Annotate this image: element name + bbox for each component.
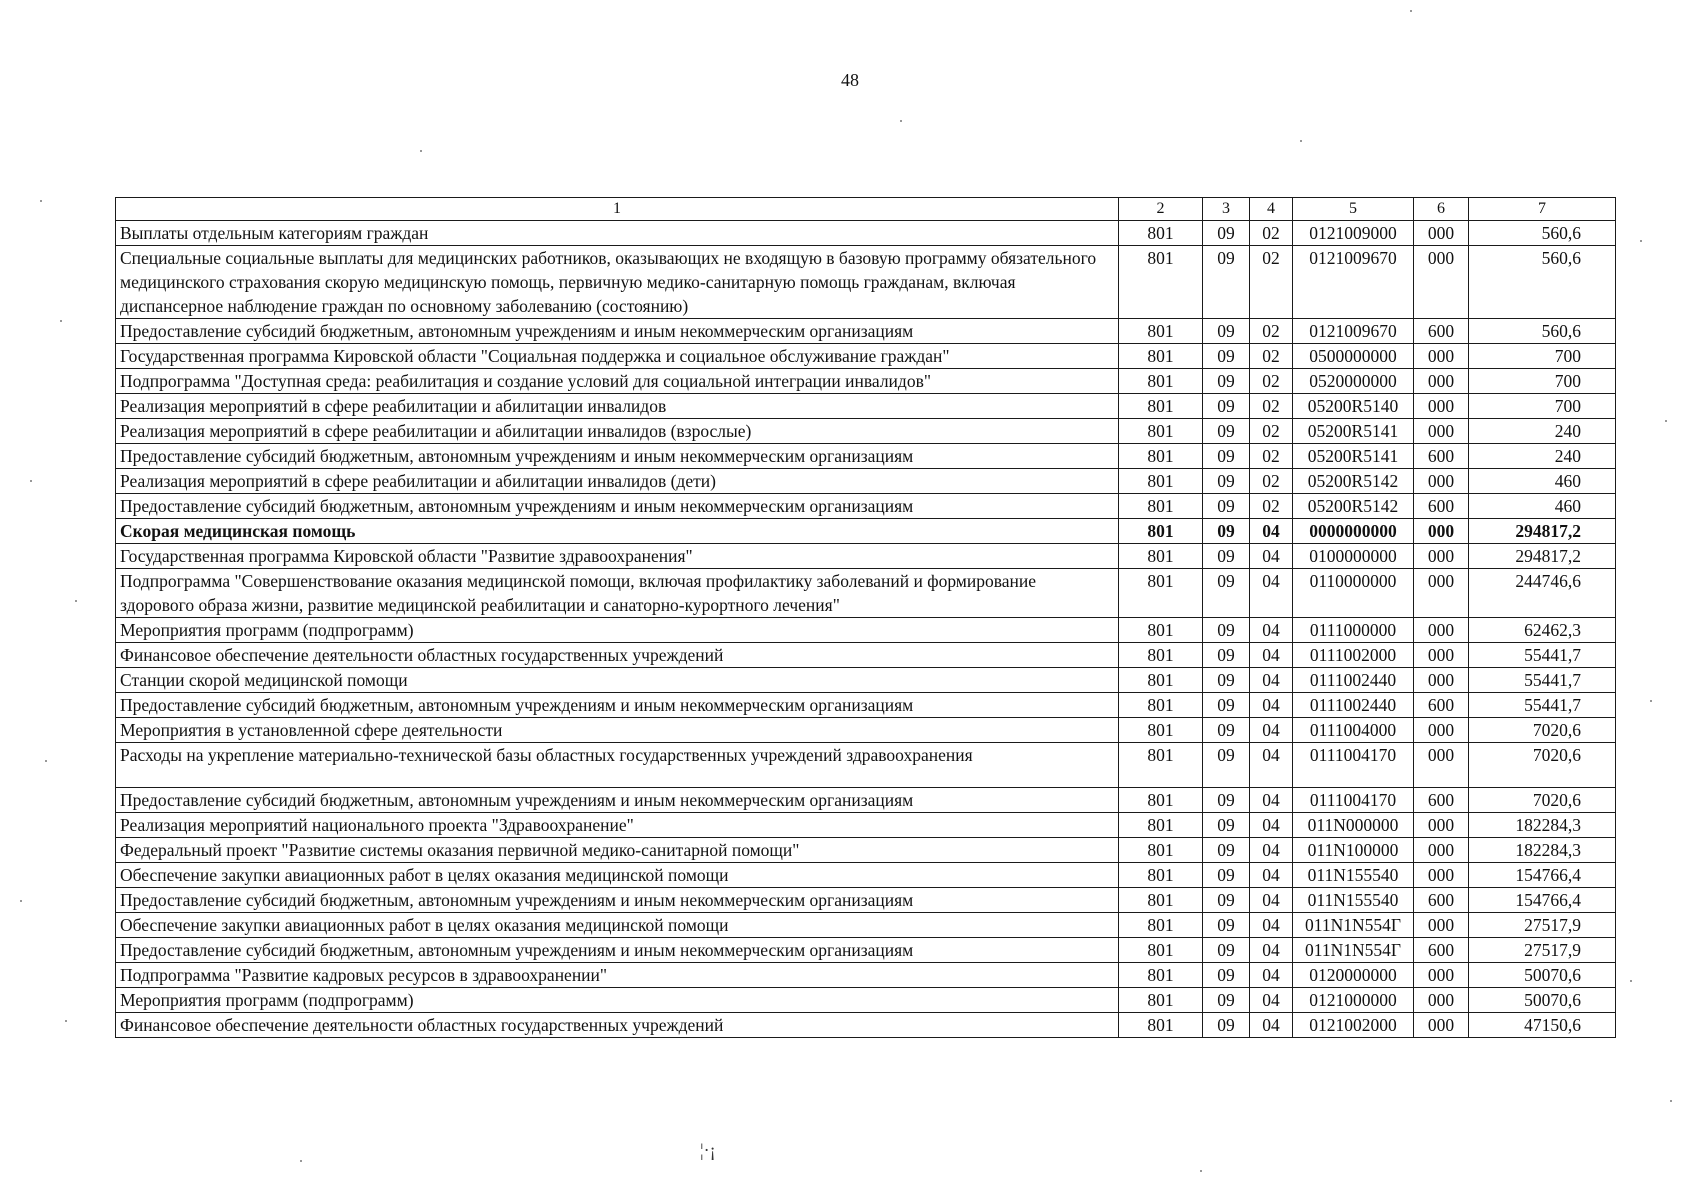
row-section-cell: 09 (1203, 494, 1250, 519)
row-code-cell: 801 (1119, 444, 1203, 469)
table-row (116, 963, 1616, 988)
row-code-cell: 801 (1119, 1013, 1203, 1038)
row-amount-cell: 700 (1469, 394, 1616, 419)
row-code-cell: 801 (1119, 246, 1203, 319)
table-row (116, 888, 1616, 913)
scan-speck (60, 320, 62, 322)
table-row (116, 469, 1616, 494)
row-subsection-cell: 04 (1250, 1013, 1293, 1038)
scan-speck (65, 1020, 67, 1022)
table-row (116, 743, 1616, 788)
row-section-cell: 09 (1203, 718, 1250, 743)
row-section-cell: 09 (1203, 1013, 1250, 1038)
row-name-cell: Скорая медицинская помощь (116, 519, 1119, 544)
row-code-cell: 801 (1119, 813, 1203, 838)
row-code-cell: 801 (1119, 319, 1203, 344)
scan-speck (1300, 140, 1302, 142)
scan-speck (30, 480, 32, 482)
row-section-cell: 09 (1203, 419, 1250, 444)
header-cell: 7 (1469, 198, 1616, 221)
row-expense-type-cell: 600 (1414, 938, 1469, 963)
table-row (116, 863, 1616, 888)
row-name-cell: Предоставление субсидий бюджетным, автономным учреждениям и иным некоммерческим организациям (116, 494, 1119, 519)
row-target-cell: 05200R5141 (1293, 419, 1414, 444)
row-amount-cell: 55441,7 (1469, 643, 1616, 668)
table-row (116, 618, 1616, 643)
row-section-cell: 09 (1203, 938, 1250, 963)
row-code-cell: 801 (1119, 469, 1203, 494)
table-row (116, 544, 1616, 569)
header-row (116, 198, 1616, 221)
row-expense-type-cell: 000 (1414, 569, 1469, 618)
row-section-cell: 09 (1203, 469, 1250, 494)
row-target-cell: 0000000000 (1293, 519, 1414, 544)
table-row (116, 369, 1616, 394)
row-amount-cell: 50070,6 (1469, 963, 1616, 988)
row-amount-cell: 62462,3 (1469, 618, 1616, 643)
row-section-cell: 09 (1203, 668, 1250, 693)
row-subsection-cell: 04 (1250, 643, 1293, 668)
row-amount-cell: 154766,4 (1469, 863, 1616, 888)
row-name-cell: Предоставление субсидий бюджетным, автономным учреждениям и иным некоммерческим организациям (116, 693, 1119, 718)
table-row (116, 643, 1616, 668)
row-subsection-cell: 02 (1250, 494, 1293, 519)
row-name-cell: Подпрограмма "Доступная среда: реабилитация и создание условий для социальной интеграции инвалидов" (116, 369, 1119, 394)
row-name-cell: Предоставление субсидий бюджетным, автономным учреждениям и иным некоммерческим организациям (116, 938, 1119, 963)
row-code-cell: 801 (1119, 718, 1203, 743)
row-section-cell: 09 (1203, 693, 1250, 718)
row-name-cell: Предоставление субсидий бюджетным, автономным учреждениям и иным некоммерческим организациям (116, 319, 1119, 344)
row-amount-cell: 700 (1469, 369, 1616, 394)
table-row (116, 394, 1616, 419)
row-amount-cell: 55441,7 (1469, 668, 1616, 693)
row-target-cell: 0121009670 (1293, 246, 1414, 319)
row-subsection-cell: 04 (1250, 963, 1293, 988)
row-name-cell: Расходы на укрепление материально-технической базы областных государственных учреждений здравоохранения (116, 743, 1119, 788)
row-target-cell: 05200R5141 (1293, 444, 1414, 469)
row-target-cell: 011N155540 (1293, 888, 1414, 913)
row-target-cell: 05200R5140 (1293, 394, 1414, 419)
row-name-cell: Реализация мероприятий в сфере реабилитации и абилитации инвалидов (116, 394, 1119, 419)
scan-speck (1670, 1100, 1672, 1102)
row-subsection-cell: 04 (1250, 569, 1293, 618)
row-name-cell: Специальные социальные выплаты для медицинских работников, оказывающих не входящую в базовую программу обязательного медицинского страхования скорую медицинскую помощь, первичную медико-санитарную помощь гражданам, включая диспансерное наблюдение граждан по основному заболеванию (состоянию) (116, 246, 1119, 319)
row-subsection-cell: 02 (1250, 319, 1293, 344)
row-target-cell: 0111004170 (1293, 743, 1414, 788)
row-code-cell: 801 (1119, 888, 1203, 913)
row-amount-cell: 7020,6 (1469, 718, 1616, 743)
row-code-cell: 801 (1119, 988, 1203, 1013)
table-row (116, 221, 1616, 246)
row-subsection-cell: 04 (1250, 988, 1293, 1013)
row-name-cell: Мероприятия программ (подпрограмм) (116, 618, 1119, 643)
row-code-cell: 801 (1119, 913, 1203, 938)
scan-speck (1410, 10, 1412, 12)
scan-speck (1665, 420, 1667, 422)
table-row (116, 718, 1616, 743)
row-target-cell: 0111000000 (1293, 618, 1414, 643)
row-subsection-cell: 04 (1250, 718, 1293, 743)
row-section-cell: 09 (1203, 643, 1250, 668)
row-name-cell: Государственная программа Кировской области "Социальная поддержка и социальное обслуживание граждан" (116, 344, 1119, 369)
row-amount-cell: 294817,2 (1469, 544, 1616, 569)
header-cell: 5 (1293, 198, 1414, 221)
row-name-cell: Финансовое обеспечение деятельности областных государственных учреждений (116, 1013, 1119, 1038)
row-subsection-cell: 04 (1250, 813, 1293, 838)
row-target-cell: 0121009670 (1293, 319, 1414, 344)
table-body (116, 198, 1616, 1038)
row-target-cell: 0100000000 (1293, 544, 1414, 569)
row-subsection-cell: 04 (1250, 668, 1293, 693)
row-target-cell: 011N000000 (1293, 813, 1414, 838)
row-target-cell: 05200R5142 (1293, 494, 1414, 519)
row-section-cell: 09 (1203, 743, 1250, 788)
row-target-cell: 0111002440 (1293, 693, 1414, 718)
scan-speck (900, 120, 902, 122)
row-amount-cell: 50070,6 (1469, 988, 1616, 1013)
row-code-cell: 801 (1119, 221, 1203, 246)
row-code-cell: 801 (1119, 519, 1203, 544)
row-name-cell: Мероприятия в установленной сфере деятельности (116, 718, 1119, 743)
row-section-cell: 09 (1203, 319, 1250, 344)
row-code-cell: 801 (1119, 788, 1203, 813)
row-section-cell: 09 (1203, 544, 1250, 569)
row-name-cell: Федеральный проект "Развитие системы оказания первичной медико-санитарной помощи" (116, 838, 1119, 863)
table-row (116, 668, 1616, 693)
row-section-cell: 09 (1203, 813, 1250, 838)
row-amount-cell: 182284,3 (1469, 838, 1616, 863)
row-section-cell: 09 (1203, 888, 1250, 913)
row-subsection-cell: 02 (1250, 419, 1293, 444)
row-section-cell: 09 (1203, 246, 1250, 319)
row-expense-type-cell: 600 (1414, 788, 1469, 813)
row-amount-cell: 244746,6 (1469, 569, 1616, 618)
row-section-cell: 09 (1203, 988, 1250, 1013)
table-row (116, 419, 1616, 444)
row-target-cell: 0121000000 (1293, 988, 1414, 1013)
row-expense-type-cell: 000 (1414, 618, 1469, 643)
row-subsection-cell: 04 (1250, 519, 1293, 544)
row-amount-cell: 294817,2 (1469, 519, 1616, 544)
row-amount-cell: 182284,3 (1469, 813, 1616, 838)
row-target-cell: 0520000000 (1293, 369, 1414, 394)
row-expense-type-cell: 000 (1414, 988, 1469, 1013)
row-subsection-cell: 04 (1250, 743, 1293, 788)
table-row (116, 444, 1616, 469)
row-subsection-cell: 04 (1250, 618, 1293, 643)
row-section-cell: 09 (1203, 788, 1250, 813)
row-section-cell: 09 (1203, 444, 1250, 469)
table-row (116, 246, 1616, 319)
row-code-cell: 801 (1119, 369, 1203, 394)
row-section-cell: 09 (1203, 963, 1250, 988)
row-amount-cell: 460 (1469, 469, 1616, 494)
row-target-cell: 011N1N554Г (1293, 938, 1414, 963)
row-name-cell: Государственная программа Кировской области "Развитие здравоохранения" (116, 544, 1119, 569)
budget-table (115, 197, 1616, 1038)
row-expense-type-cell: 000 (1414, 838, 1469, 863)
row-target-cell: 011N1N554Г (1293, 913, 1414, 938)
row-subsection-cell: 02 (1250, 344, 1293, 369)
row-expense-type-cell: 000 (1414, 394, 1469, 419)
row-amount-cell: 7020,6 (1469, 743, 1616, 788)
row-target-cell: 0111002000 (1293, 643, 1414, 668)
scan-speck (1200, 1170, 1202, 1172)
table-row (116, 519, 1616, 544)
row-subsection-cell: 02 (1250, 394, 1293, 419)
table-row (116, 693, 1616, 718)
table-row (116, 494, 1616, 519)
row-expense-type-cell: 000 (1414, 419, 1469, 444)
scan-speck (300, 1160, 302, 1162)
header-cell: 2 (1119, 198, 1203, 221)
row-section-cell: 09 (1203, 913, 1250, 938)
row-section-cell: 09 (1203, 394, 1250, 419)
row-subsection-cell: 04 (1250, 863, 1293, 888)
row-expense-type-cell: 000 (1414, 643, 1469, 668)
header-cell: 1 (116, 198, 1119, 221)
table-row (116, 319, 1616, 344)
table-row (116, 913, 1616, 938)
scan-speck (1640, 240, 1642, 242)
scan-speck (75, 600, 77, 602)
row-name-cell: Мероприятия программ (подпрограмм) (116, 988, 1119, 1013)
row-subsection-cell: 02 (1250, 369, 1293, 394)
row-code-cell: 801 (1119, 693, 1203, 718)
scan-speck (45, 760, 47, 762)
row-expense-type-cell: 000 (1414, 718, 1469, 743)
row-subsection-cell: 04 (1250, 788, 1293, 813)
row-target-cell: 0111004170 (1293, 788, 1414, 813)
row-subsection-cell: 02 (1250, 246, 1293, 319)
row-amount-cell: 154766,4 (1469, 888, 1616, 913)
row-code-cell: 801 (1119, 618, 1203, 643)
row-section-cell: 09 (1203, 863, 1250, 888)
row-amount-cell: 460 (1469, 494, 1616, 519)
row-target-cell: 0110000000 (1293, 569, 1414, 618)
row-subsection-cell: 04 (1250, 938, 1293, 963)
row-code-cell: 801 (1119, 394, 1203, 419)
row-code-cell: 801 (1119, 544, 1203, 569)
row-expense-type-cell: 600 (1414, 444, 1469, 469)
row-code-cell: 801 (1119, 963, 1203, 988)
row-target-cell: 0111002440 (1293, 668, 1414, 693)
scan-speck (420, 150, 422, 152)
row-code-cell: 801 (1119, 938, 1203, 963)
row-expense-type-cell: 000 (1414, 344, 1469, 369)
row-code-cell: 801 (1119, 643, 1203, 668)
row-code-cell: 801 (1119, 668, 1203, 693)
row-target-cell: 011N100000 (1293, 838, 1414, 863)
row-target-cell: 0121009000 (1293, 221, 1414, 246)
scan-speck (1650, 700, 1652, 702)
row-name-cell: Обеспечение закупки авиационных работ в целях оказания медицинской помощи (116, 863, 1119, 888)
row-subsection-cell: 04 (1250, 838, 1293, 863)
row-name-cell: Подпрограмма "Развитие кадровых ресурсов в здравоохранении" (116, 963, 1119, 988)
row-code-cell: 801 (1119, 863, 1203, 888)
row-expense-type-cell: 000 (1414, 913, 1469, 938)
row-section-cell: 09 (1203, 369, 1250, 394)
row-section-cell: 09 (1203, 569, 1250, 618)
row-subsection-cell: 04 (1250, 693, 1293, 718)
row-section-cell: 09 (1203, 221, 1250, 246)
scan-speck (40, 200, 42, 202)
row-code-cell: 801 (1119, 419, 1203, 444)
row-name-cell: Станции скорой медицинской помощи (116, 668, 1119, 693)
row-amount-cell: 55441,7 (1469, 693, 1616, 718)
row-subsection-cell: 02 (1250, 444, 1293, 469)
row-section-cell: 09 (1203, 618, 1250, 643)
row-amount-cell: 7020,6 (1469, 788, 1616, 813)
row-subsection-cell: 02 (1250, 469, 1293, 494)
scan-speck (20, 900, 22, 902)
row-subsection-cell: 04 (1250, 888, 1293, 913)
row-amount-cell: 560,6 (1469, 319, 1616, 344)
table-row (116, 569, 1616, 618)
table-row (116, 344, 1616, 369)
row-code-cell: 801 (1119, 344, 1203, 369)
row-name-cell: Реализация мероприятий национального проекта "Здравоохранение" (116, 813, 1119, 838)
scan-speck (1630, 980, 1632, 982)
footer-scan-mark: ¦·¡ (700, 1140, 716, 1160)
row-amount-cell: 240 (1469, 419, 1616, 444)
row-amount-cell: 27517,9 (1469, 913, 1616, 938)
row-expense-type-cell: 000 (1414, 369, 1469, 394)
row-target-cell: 0121002000 (1293, 1013, 1414, 1038)
row-name-cell: Обеспечение закупки авиационных работ в целях оказания медицинской помощи (116, 913, 1119, 938)
row-target-cell: 011N155540 (1293, 863, 1414, 888)
row-expense-type-cell: 600 (1414, 494, 1469, 519)
row-target-cell: 05200R5142 (1293, 469, 1414, 494)
row-subsection-cell: 02 (1250, 221, 1293, 246)
row-expense-type-cell: 000 (1414, 544, 1469, 569)
row-name-cell: Предоставление субсидий бюджетным, автономным учреждениям и иным некоммерческим организациям (116, 788, 1119, 813)
page-number: 48 (841, 70, 859, 90)
row-code-cell: 801 (1119, 743, 1203, 788)
table-row (116, 838, 1616, 863)
row-expense-type-cell: 000 (1414, 668, 1469, 693)
row-amount-cell: 700 (1469, 344, 1616, 369)
row-expense-type-cell: 000 (1414, 813, 1469, 838)
header-cell: 4 (1250, 198, 1293, 221)
row-expense-type-cell: 600 (1414, 693, 1469, 718)
row-amount-cell: 240 (1469, 444, 1616, 469)
row-expense-type-cell: 000 (1414, 469, 1469, 494)
row-code-cell: 801 (1119, 569, 1203, 618)
row-expense-type-cell: 000 (1414, 863, 1469, 888)
row-expense-type-cell: 600 (1414, 319, 1469, 344)
row-expense-type-cell: 000 (1414, 963, 1469, 988)
row-subsection-cell: 04 (1250, 544, 1293, 569)
row-expense-type-cell: 000 (1414, 221, 1469, 246)
table-row (116, 988, 1616, 1013)
row-name-cell: Реализация мероприятий в сфере реабилитации и абилитации инвалидов (дети) (116, 469, 1119, 494)
row-subsection-cell: 04 (1250, 913, 1293, 938)
row-name-cell: Подпрограмма "Совершенствование оказания медицинской помощи, включая профилактику заболеваний и формирование здорового образа жизни, развитие медицинской реабилитации и санаторно-курортного лечения" (116, 569, 1119, 618)
row-expense-type-cell: 000 (1414, 519, 1469, 544)
table-row (116, 788, 1616, 813)
row-expense-type-cell: 600 (1414, 888, 1469, 913)
row-target-cell: 0500000000 (1293, 344, 1414, 369)
row-amount-cell: 27517,9 (1469, 938, 1616, 963)
row-target-cell: 0120000000 (1293, 963, 1414, 988)
table-row (116, 938, 1616, 963)
row-amount-cell: 560,6 (1469, 246, 1616, 319)
row-code-cell: 801 (1119, 494, 1203, 519)
row-name-cell: Предоставление субсидий бюджетным, автономным учреждениям и иным некоммерческим организациям (116, 444, 1119, 469)
row-expense-type-cell: 000 (1414, 1013, 1469, 1038)
row-expense-type-cell: 000 (1414, 246, 1469, 319)
row-name-cell: Реализация мероприятий в сфере реабилитации и абилитации инвалидов (взрослые) (116, 419, 1119, 444)
header-cell: 6 (1414, 198, 1469, 221)
row-section-cell: 09 (1203, 838, 1250, 863)
row-name-cell: Предоставление субсидий бюджетным, автономным учреждениям и иным некоммерческим организациям (116, 888, 1119, 913)
row-target-cell: 0111004000 (1293, 718, 1414, 743)
row-amount-cell: 560,6 (1469, 221, 1616, 246)
row-amount-cell: 47150,6 (1469, 1013, 1616, 1038)
row-section-cell: 09 (1203, 344, 1250, 369)
row-section-cell: 09 (1203, 519, 1250, 544)
header-cell: 3 (1203, 198, 1250, 221)
table-row (116, 1013, 1616, 1038)
row-code-cell: 801 (1119, 838, 1203, 863)
row-name-cell: Финансовое обеспечение деятельности областных государственных учреждений (116, 643, 1119, 668)
row-expense-type-cell: 000 (1414, 743, 1469, 788)
table-row (116, 813, 1616, 838)
row-name-cell: Выплаты отдельным категориям граждан (116, 221, 1119, 246)
